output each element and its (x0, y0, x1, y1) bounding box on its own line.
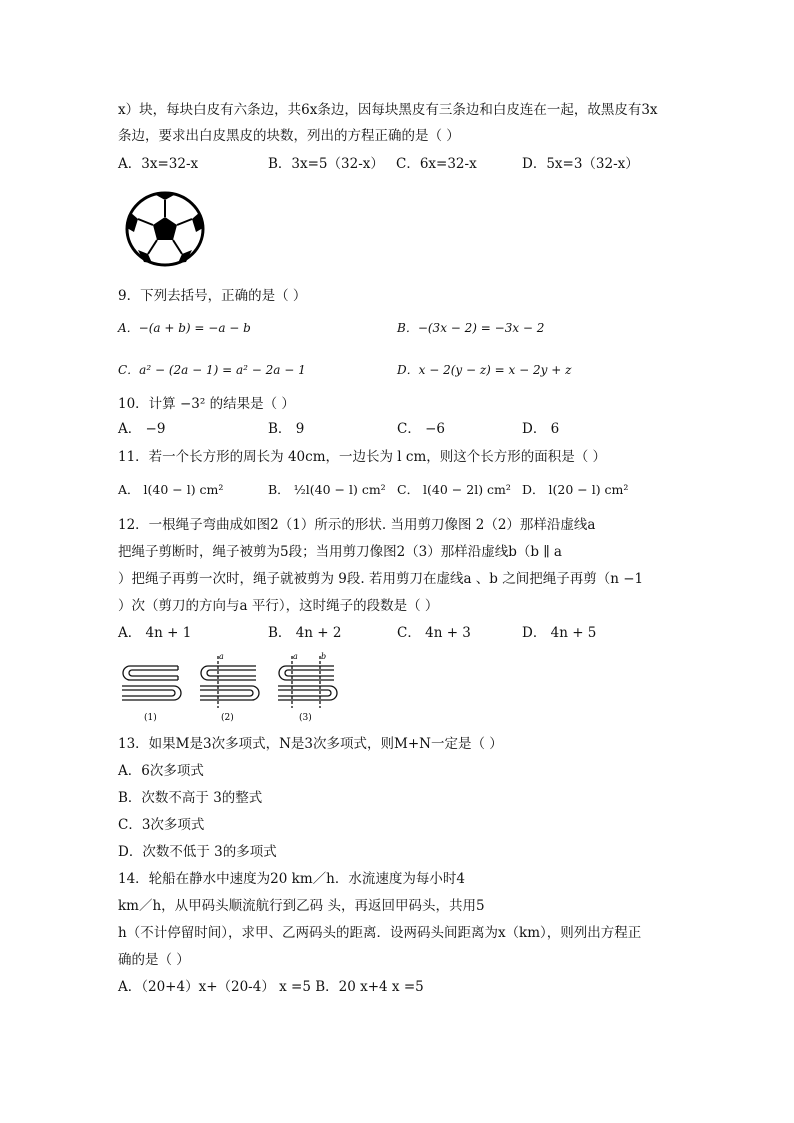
q12-line2: 把绳子剪断时，绳子被剪为5段；当用剪刀像图2（3）那样沿虚线b（b ∥ a (118, 544, 562, 560)
q10-option-d: D． 6 (522, 421, 560, 437)
q11-option-b: B． ½l(40 − l) cm² (268, 482, 386, 497)
q11-option-d: D． l(20 − l) cm² (522, 482, 629, 497)
q12-option-a: A． 4n + 1 (118, 625, 192, 641)
q13-option-c: C．3次多项式 (118, 817, 205, 833)
q12-option-b: B． 4n + 2 (268, 625, 342, 641)
figure-label-1: (1) (144, 713, 157, 723)
q10-option-a: A． −9 (118, 421, 166, 437)
q13-option-d: D．次数不低于 3的多项式 (118, 844, 277, 860)
q11-option-c: C． l(40 − 2l) cm² (397, 482, 511, 497)
q14-line4: 确的是（ ） (118, 952, 190, 968)
q13-option-b: B．次数不高于 3的整式 (118, 790, 263, 806)
q11-option-a: A． l(40 − l) cm² (118, 482, 224, 497)
q8-option-c: C．6x=32-x (396, 156, 477, 172)
q8-option-d: D．5x=3（32-x） (522, 156, 639, 172)
q14-line1: 14．轮船在静水中速度为20 km／h．水流速度为每小时4 (118, 871, 465, 887)
q10-option-c: C． −6 (397, 421, 446, 437)
q8-option-a: A．3x=32-x (118, 156, 199, 172)
q13-option-a: A．6次多项式 (118, 763, 204, 779)
q10-option-b: B． 9 (268, 421, 305, 437)
label-a-fig2: a (219, 652, 224, 661)
label-a-fig3: a (293, 652, 298, 661)
q12-option-c: C． 4n + 3 (397, 625, 471, 641)
q13-stem: 13．如果M是3次多项式，N是3次多项式，则M+N一定是（ ） (118, 736, 503, 752)
rope-figure-2 (200, 656, 259, 708)
figure-label-3: (3) (299, 713, 312, 723)
q9-option-a: A．−(a + b) = −a − b (118, 321, 251, 335)
q14-options: A．（20+4）x+（20-4） x =5 B．20 x+4 x =5 (118, 979, 424, 995)
q12-option-d: D． 4n + 5 (522, 625, 597, 641)
q9-stem: 9．下列去括号，正确的是（ ） (118, 288, 307, 304)
q12-line4: ）次（剪刀的方向与a 平行），这时绳子的段数是（ ） (118, 598, 439, 614)
q8-option-b: B．3x=5（32-x） (268, 156, 384, 172)
q14-line3: h（不计停留时间），求甲、乙两码头的距离．设两码头间距离为x（km），则列出方程正 (118, 925, 642, 941)
q14-line2: km／h，从甲码头顺流航行到乙码 头，再返回甲码头，共用5 (118, 898, 485, 914)
q10-stem: 10．计算 −3² 的结果是（ ） (118, 396, 295, 412)
q11-stem: 11．若一个长方形的周长为 40cm，一边长为 l cm，则这个长方形的面积是（ ） (118, 449, 607, 465)
q12-line3: ）把绳子再剪一次时，绳子就被剪为 9段. 若用剪刀在虚线a 、b 之间把绳子再剪（n −1 (118, 571, 644, 587)
q9-option-c: C．a² − (2a − 1) = a² − 2a − 1 (118, 363, 306, 377)
rope-figure-3 (278, 656, 337, 708)
q9-option-b: B．−(3x − 2) = −3x − 2 (397, 321, 545, 335)
figure-label-2: (2) (221, 713, 234, 723)
q8-line1: x）块，每块白皮有六条边，共6x条边，因每块黑皮有三条边和白皮连在一起，故黑皮有3x (118, 102, 658, 118)
rope-figures (118, 650, 358, 726)
q9-option-d: D．x − 2(y − z) = x − 2y + z (397, 363, 572, 377)
q12-line1: 12．一根绳子弯曲成如图2（1）所示的形状. 当用剪刀像图 2（2）那样沿虚线a (118, 517, 596, 533)
soccer-ball-figure (124, 190, 206, 268)
label-b-fig3: b (321, 652, 327, 661)
q8-line2: 条边，要求出白皮黑皮的块数，列出的方程正确的是（ ） (118, 128, 460, 144)
rope-figure-1 (122, 666, 181, 700)
